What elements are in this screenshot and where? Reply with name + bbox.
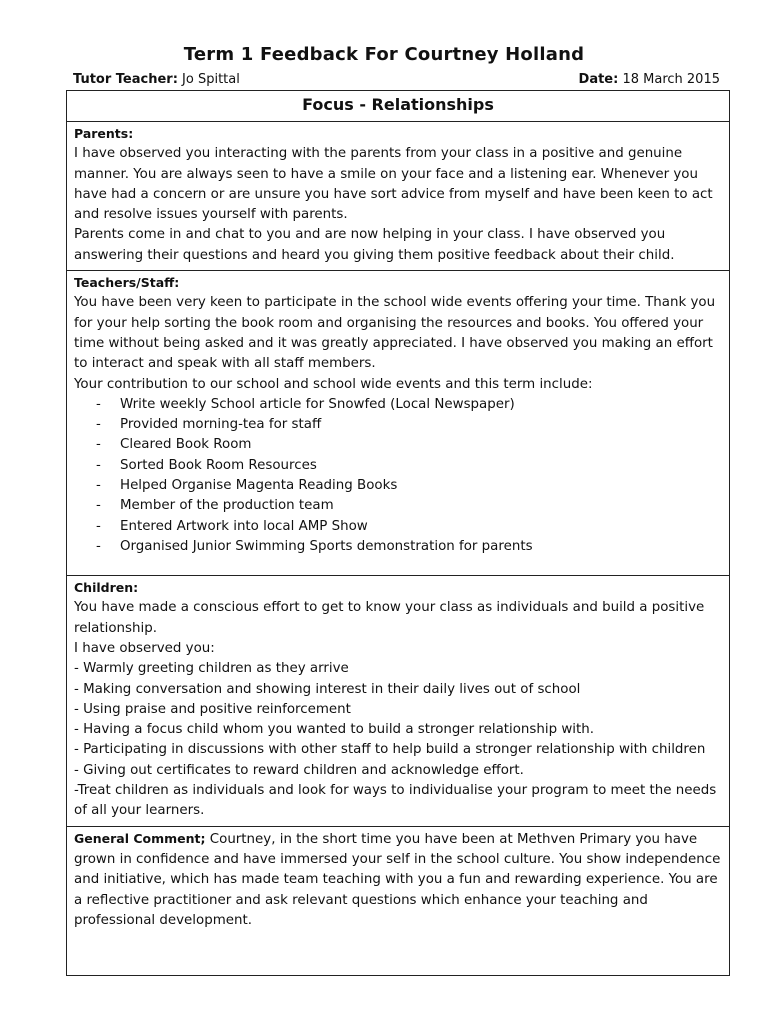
feedback-table [66, 90, 730, 976]
focus-heading-row [67, 91, 730, 122]
parents-section [67, 122, 730, 271]
document-title: Term 1 Feedback For Courtney Holland [183, 44, 585, 65]
parents-paragraph: I have observed you interacting with the parents from your class in a positive and genuine manner. You are always seen to have a smile on your face and a listening ear. Whenever you have had a concern or are unsure you have sort advice from myself and have been keen to act and resolve issues yourself with parents. [74, 146, 713, 223]
list-item: - Provided morning-tea for staff [96, 415, 722, 435]
children-observed: I have observed you: [74, 640, 215, 656]
children-line: - Using praise and positive reinforcement [74, 701, 351, 717]
list-item: - Entered Artwork into local AMP Show [96, 517, 722, 537]
date-label: Date: [578, 72, 619, 87]
list-item: - Write weekly School article for Snowfed (Local Newspaper) [96, 395, 722, 415]
tutor-value: Jo Spittal [182, 72, 240, 87]
children-line: - Giving out certificates to reward children and acknowledge effort. [74, 762, 524, 778]
date-info [579, 72, 720, 87]
list-item: - Helped Organise Magenta Reading Books [96, 476, 722, 496]
list-item: - Sorted Book Room Resources [96, 456, 722, 476]
children-label: Children: [74, 580, 139, 596]
date-value: 18 March 2015 [622, 72, 720, 87]
list-item: - Cleared Book Room [96, 435, 722, 455]
focus-heading: Focus - Relationships [67, 91, 730, 122]
parents-row [67, 122, 730, 271]
children-intro: You have made a conscious effort to get to know your class as individuals and build a positive relationship. [74, 600, 705, 636]
general-comment-label: General Comment; [74, 830, 206, 846]
parents-paragraph: Parents come in and chat to you and are now helping in your class. I have observed you answering their questions and heard you giving them positive feedback about their child. [74, 227, 675, 263]
teachers-row [67, 271, 730, 576]
parents-label: Parents: [74, 126, 134, 141]
teachers-label: Teachers/Staff: [74, 275, 180, 291]
children-row [67, 576, 730, 827]
tutor-info [73, 72, 240, 87]
general-comment-text: Courtney, in the short time you have been at Methven Primary you have grown in confidence and have immersed your self in the school culture. You show independence and initiative, which has made team teaching with you a fun and rewarding experience. You are a reflective practitioner and ask relevant questions which enhance your teaching and professional development. [74, 831, 721, 928]
children-line: - Having a focus child whom you wanted to build a stronger relationship with. [74, 722, 595, 738]
teachers-intro: You have been very keen to participate in the school wide events offering your time. Thank you for your help sorting the book room and organising the resources and books. You offered your time without being asked and it was greatly appreciated. I have observed you making an effort to interact and speak with all staff members. [74, 295, 716, 372]
children-line: - Making conversation and showing interest in their daily lives out of school [74, 681, 581, 697]
tutor-label: Tutor Teacher: [73, 72, 178, 87]
children-line: - Warmly greeting children as they arrive [74, 661, 349, 677]
meta-row [73, 72, 720, 90]
list-item: - Organised Junior Swimming Sports demonstration for parents [96, 537, 722, 557]
general-comment-section [67, 826, 730, 975]
contribution-list [74, 395, 722, 557]
children-line: -Treat children as individuals and look for ways to individualise your program to meet the needs of all your learners. [74, 783, 717, 819]
children-section [67, 576, 730, 827]
list-item: - Member of the production team [96, 496, 722, 516]
teachers-section [67, 271, 730, 576]
general-row [67, 826, 730, 975]
children-line: - Participating in discussions with other staff to help build a stronger relationship with children [74, 742, 706, 758]
teachers-contribution: Your contribution to our school and school wide events and this term include: [74, 376, 593, 392]
